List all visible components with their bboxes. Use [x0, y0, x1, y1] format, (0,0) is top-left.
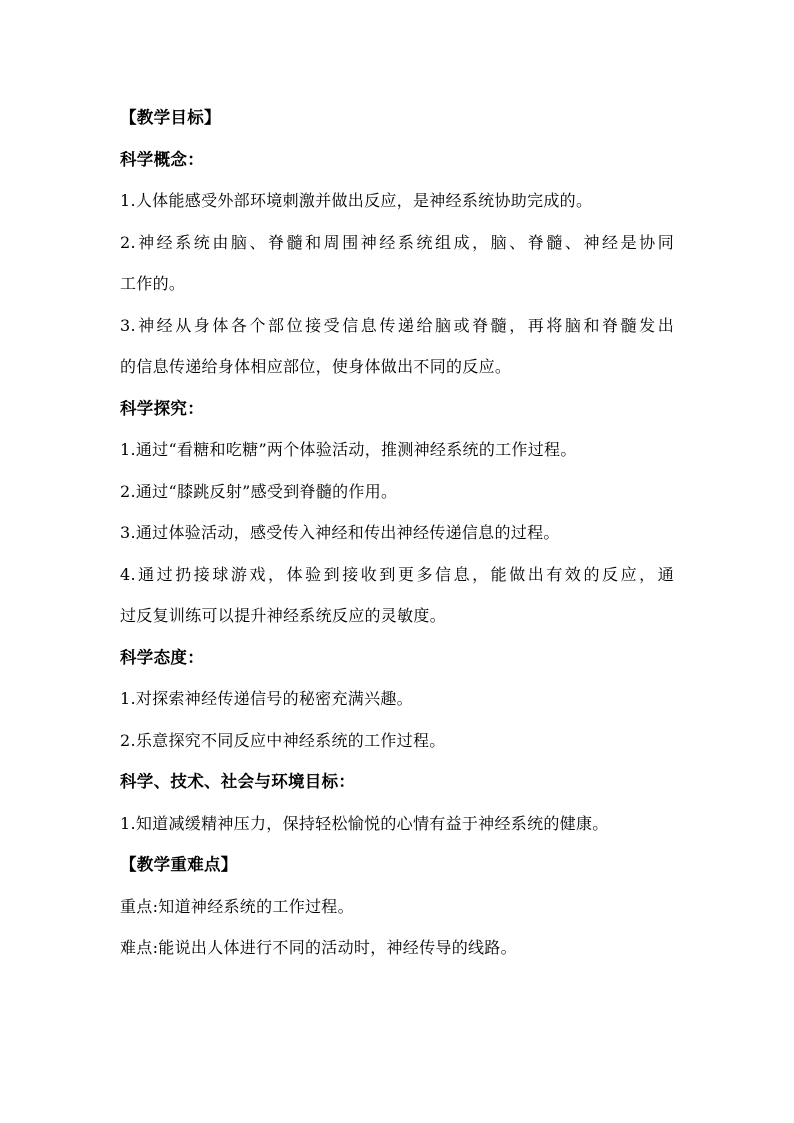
concept-item-1: 1.人体能感受外部环境刺激并做出反应，是神经系统协助完成的。	[120, 191, 593, 210]
inquiry-item-3: 3.通过体验活动，感受传入神经和传出神经传递信息的过程。	[120, 523, 560, 542]
concept-item-2-line-1: 2.神经系统由脑、脊髓和周围神经系统组成，脑、脊髓、神经是协同	[120, 233, 674, 252]
concept-item-3-line-2: 的信息传递给身体相应部位，使身体做出不同的反应。	[120, 357, 512, 376]
inquiry-item-4-line-2: 过反复训练可以提升神经系统反应的灵敏度。	[120, 606, 447, 625]
inquiry-item-4-line-1: 4.通过扔接球游戏，体验到接收到更多信息，能做出有效的反应，通	[120, 565, 674, 584]
key-point: 重点:知道神经系统的工作过程。	[120, 897, 354, 916]
stse-item-1: 1.知道减缓精神压力，保持轻松愉悦的心情有益于神经系统的健康。	[120, 814, 609, 833]
science-concepts-heading: 科学概念：	[120, 150, 204, 169]
attitude-item-1: 1.对探索神经传递信号的秘密充满兴趣。	[120, 689, 413, 708]
science-attitude-heading: 科学态度：	[120, 648, 204, 667]
inquiry-item-2: 2.通过“膝跳反射”感受到脊髓的作用。	[120, 482, 398, 501]
inquiry-item-1: 1.通过“看糖和吃糖”两个体验活动，推测神经系统的工作过程。	[120, 440, 577, 459]
attitude-item-2: 2.乐意探究不同反应中神经系统的工作过程。	[120, 731, 446, 750]
concept-item-2-line-2: 工作的。	[120, 274, 186, 293]
teaching-goals-heading: 【教学目标】	[120, 108, 221, 127]
stse-heading: 科学、技术、社会与环境目标：	[120, 772, 356, 791]
key-points-heading: 【教学重难点】	[120, 855, 238, 874]
science-inquiry-heading: 科学探究：	[120, 399, 204, 418]
difficult-point: 难点:能说出人体进行不同的活动时，神经传导的线路。	[120, 938, 517, 957]
concept-item-3-line-1: 3.神经从身体各个部位接受信息传递给脑或脊髓，再将脑和脊髓发出	[120, 316, 674, 335]
